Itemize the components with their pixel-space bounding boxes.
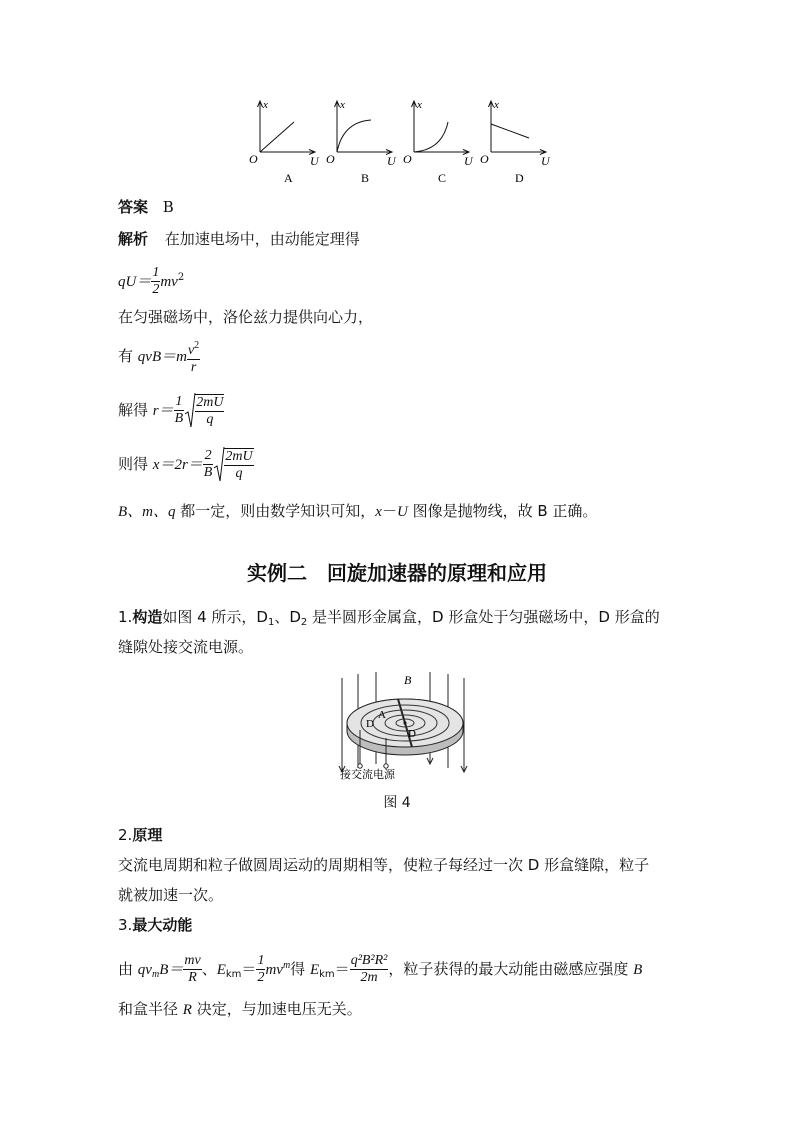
item1-sub2: 2 — [300, 617, 308, 628]
equation-1 — [118, 258, 184, 302]
item3-frac1-den: R — [183, 969, 201, 986]
particle-source — [404, 722, 407, 725]
item1-line2 — [118, 636, 253, 658]
item1-line2-text: 缝隙处接交流电源。 — [118, 638, 254, 656]
option-label: B — [361, 171, 370, 185]
item3-title — [118, 914, 192, 936]
item1-num: 1. — [118, 608, 133, 626]
conclusion-text1: 都一定，则由数学知识可知， — [175, 502, 376, 520]
eq3-num: 1 — [175, 394, 183, 409]
figure-caption — [0, 792, 794, 812]
item1-sub1: 1 — [267, 617, 275, 628]
graph-panel-a — [249, 99, 320, 185]
eq2-num-sup: 2 — [194, 339, 200, 351]
option-label: C — [438, 171, 447, 185]
graph-curve — [337, 120, 371, 152]
eq2-frac — [187, 338, 200, 376]
item2-num: 2. — [118, 826, 133, 844]
item2-line2 — [118, 884, 223, 906]
item3-frac3-den: 2m — [350, 969, 389, 986]
item3-frac1 — [183, 953, 201, 986]
equation-4 — [118, 444, 254, 485]
item1-text2: 、D — [274, 608, 301, 626]
analysis-conclusion — [118, 500, 597, 523]
y-axis-label: x — [417, 99, 422, 111]
item1-line1 — [118, 606, 660, 634]
cyclotron-figure — [330, 668, 480, 780]
analysis-line2 — [118, 306, 373, 328]
item3-mv-sup: m — [282, 960, 291, 971]
eq2-prefix: 有 — [118, 347, 134, 365]
answer-value: B — [162, 198, 174, 216]
section-title — [0, 557, 794, 586]
eq1-num: 1 — [152, 265, 160, 280]
item3-frac2-den: 2 — [257, 970, 265, 985]
graph-panel-d — [480, 99, 551, 185]
item3-mv: mv — [265, 962, 283, 978]
origin-label: O — [249, 152, 258, 166]
graph-options — [246, 96, 556, 188]
item2-title-text: 原理 — [132, 826, 163, 844]
item3-num: 3. — [118, 916, 133, 934]
section-title-text: 实例二 回旋加速器的原理和应用 — [247, 561, 547, 585]
eq1-left: qU＝ — [118, 274, 152, 290]
item3-eq3: ＝ — [334, 960, 350, 978]
eq4-rad-num: 2mU — [225, 449, 253, 465]
item3-tail: ，粒子获得的最大动能由磁感应强度 — [388, 960, 634, 978]
eq4-den: B — [203, 465, 213, 480]
conclusion-text2: 图像是抛物线，故 B 正确。 — [407, 502, 598, 520]
analysis-intro — [118, 228, 360, 250]
cyclotron-svg — [330, 668, 480, 780]
item2-title — [118, 824, 162, 846]
label-a: A — [378, 709, 386, 721]
item3-ek2: E — [309, 962, 320, 978]
y-axis-label: x — [494, 99, 499, 111]
eq4-sqrt — [213, 445, 253, 485]
graph-curve — [491, 124, 529, 138]
analysis-line2-text: 在匀强磁场中，洛伦兹力提供向心力， — [118, 308, 374, 326]
eq2-num: v — [187, 342, 195, 358]
conclusion-dash: － — [381, 502, 397, 520]
item3-sep: 、 — [201, 960, 217, 978]
item3-ek-sub: km — [225, 969, 242, 980]
conclusion-u: U — [396, 504, 408, 520]
answer-label: 答案 — [118, 198, 149, 216]
item3-line2-b: 决定，与加速电压无关。 — [191, 1000, 362, 1018]
option-label: D — [515, 171, 524, 185]
eq4-num: 2 — [204, 448, 212, 463]
item2-line2-text: 就被加速一次。 — [118, 886, 224, 904]
graph-panel-b — [326, 99, 397, 185]
label-b: B — [404, 673, 412, 687]
eq3-den: B — [174, 411, 184, 426]
analysis-intro-text: 在加速电场中，由动能定理得 — [164, 230, 360, 248]
label-d2: D — [408, 728, 416, 740]
eq3-frac — [174, 394, 185, 427]
item2-line1 — [118, 854, 649, 876]
eq3-left: r＝ — [152, 403, 174, 419]
eq4-left: x＝2r＝ — [152, 457, 203, 473]
y-axis-label: x — [263, 99, 268, 111]
item3-frac2-num: 1 — [257, 953, 265, 968]
item3-formula-line — [118, 944, 642, 997]
item3-eq1-b: B＝ — [159, 962, 184, 978]
item3-tail-b: B — [633, 962, 643, 978]
item3-title-text: 最大动能 — [132, 916, 193, 934]
conclusion-vars: B、m、q — [118, 504, 176, 520]
graph-options-svg — [246, 96, 556, 188]
item1-title: 构造 — [132, 608, 163, 626]
item3-line2 — [118, 998, 362, 1021]
eq1-sup: 2 — [177, 272, 185, 283]
item3-eq2: ＝ — [241, 960, 257, 978]
eq4-rad-den: q — [224, 465, 253, 482]
answer-line — [118, 196, 174, 218]
x-axis-label: U — [464, 154, 473, 168]
item3-frac1-num: mv — [184, 953, 201, 968]
item3-eq1: qv — [137, 962, 152, 978]
eq4-frac — [203, 448, 214, 481]
analysis-label: 解析 — [118, 230, 149, 248]
figure-caption-text: 图 4 — [383, 795, 411, 811]
item3-prefix: 由 — [118, 960, 138, 978]
item1-text3: 是半圆形金属盒，D 形盒处于匀强磁场中，D 形盒的 — [307, 608, 660, 626]
label-d1: D — [366, 718, 374, 730]
item3-eq1-sub: m — [151, 969, 160, 980]
y-axis-label: x — [340, 99, 345, 111]
eq1-right: mv — [160, 274, 178, 290]
item3-frac3-num: q²B²R² — [350, 953, 388, 968]
label-source: 接交流电源 — [340, 768, 395, 780]
eq2-left: qvB＝m — [137, 349, 187, 365]
equation-2 — [118, 336, 200, 377]
origin-label: O — [326, 152, 335, 166]
eq2-den: r — [187, 359, 200, 376]
item3-mid: 得 — [290, 960, 310, 978]
x-axis-label: U — [541, 154, 550, 168]
origin-label: O — [403, 152, 412, 166]
x-axis-label: U — [387, 154, 396, 168]
graph-curve — [260, 122, 294, 152]
item3-ek: E — [216, 962, 226, 978]
item3-ek2-sub: km — [319, 969, 335, 980]
origin-label: O — [480, 152, 489, 166]
item3-line2-r: R — [182, 1002, 192, 1018]
eq1-den: 2 — [152, 282, 160, 297]
item3-line2-a: 和盒半径 — [118, 1000, 183, 1018]
eq3-rad-num: 2mU — [196, 395, 224, 411]
equation-3 — [118, 390, 224, 431]
eq1-frac — [151, 265, 160, 298]
item3-frac3 — [350, 953, 389, 986]
graph-panel-c — [403, 99, 474, 185]
eq3-sqrt — [184, 391, 224, 431]
option-label: A — [284, 171, 293, 185]
graph-curve — [414, 122, 448, 152]
eq3-rad-den: q — [195, 411, 224, 428]
x-axis-label: U — [310, 154, 319, 168]
eq3-prefix: 解得 — [118, 401, 149, 419]
item1-text1: 如图 4 所示，D — [162, 608, 268, 626]
item2-line1-text: 交流电周期和粒子做圆周运动的周期相等，使粒子每经过一次 D 形盒缝隙，粒子 — [118, 856, 650, 874]
eq4-prefix: 则得 — [118, 455, 149, 473]
conclusion-x: x — [375, 504, 382, 520]
